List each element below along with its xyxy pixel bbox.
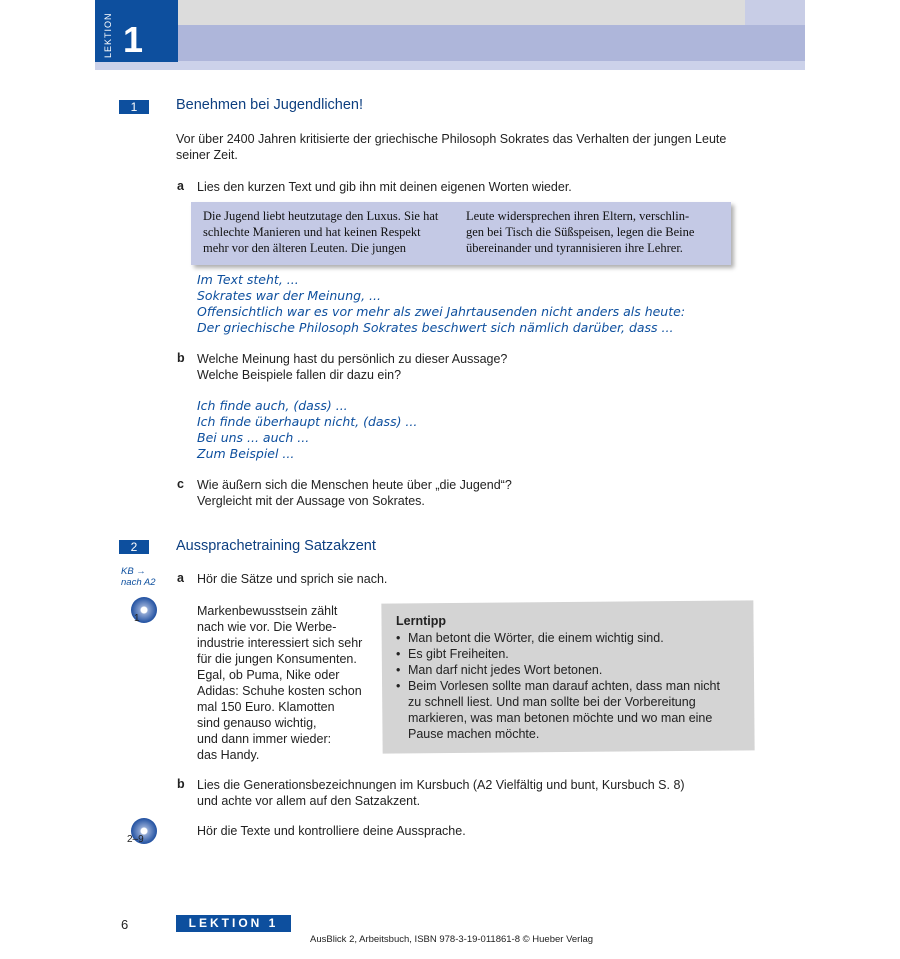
task-1c-line-2: Vergleicht mit der Aussage von Sokrates. (197, 494, 425, 508)
lerntipp-item: • Beim Vorlesen sollte man darauf achten, dass man nicht zu schnell liest. Und man sollte bei der Vorbereitung markieren, was man betonen möchte und wo man eine Pause machen möchte. (396, 678, 736, 742)
header-band-top (178, 0, 805, 25)
header-band-bottom (95, 61, 805, 70)
lektion-word: LEKTION (103, 12, 113, 58)
task-2b-letter: b (177, 777, 185, 791)
task-1c-line-1: Wie äußern sich die Menschen heute über „die Jugend“? (197, 478, 512, 492)
phrase-list-1b (197, 398, 417, 462)
task-1b-line-1: Welche Meinung hast du persönlich zu dieser Aussage? (197, 352, 508, 366)
phrase-1a-4: Der griechische Philosoph Sokrates beschwert sich nämlich darüber, dass ... (197, 320, 674, 335)
lerntipp-item: • Man betont die Wörter, die einem wichtig sind. (396, 630, 736, 646)
footer-isbn: AusBlick 2, Arbeitsbuch, ISBN 978-3-19-011861-8 © Hueber Verlag (310, 934, 594, 945)
listening-line-9: und dann immer wieder: (197, 732, 332, 746)
quote-right-column (466, 208, 694, 256)
section-2-number: 2 (119, 540, 149, 554)
header-band-middle (178, 25, 805, 61)
phrase-1b-3: Bei uns ... auch ... (197, 430, 310, 445)
task-1b-line-2: Welche Beispiele fallen dir dazu ein? (197, 368, 402, 382)
task-2a-letter: a (177, 571, 184, 585)
listening-line-5: Egal, ob Puma, Nike oder (197, 668, 340, 682)
task-2b-line-2: und achte vor allem auf den Satzakzent. (197, 794, 421, 808)
phrase-1a-3: Offensichtlich war es vor mehr als zwei Jahrtausenden nicht anders als heute: (197, 304, 686, 319)
listening-line-3: industrie interessiert sich sehr (197, 636, 363, 650)
lerntipp-title: Lerntipp (396, 614, 446, 628)
task-2a-text: Hör die Sätze und sprich sie nach. (197, 572, 388, 586)
task-1a-text: Lies den kurzen Text und gib ihn mit deinen eigenen Worten wieder. (197, 180, 572, 194)
lektion-number: 1 (123, 19, 144, 60)
phrase-1b-4: Zum Beispiel ... (197, 446, 295, 461)
lerntipp-list (396, 630, 736, 742)
task-2b-listening: Hör die Texte und kontrolliere deine Aussprache. (197, 824, 466, 838)
section-1-intro-line-2: seiner Zeit. (176, 148, 238, 162)
section-1-title: Benehmen bei Jugendlichen! (176, 97, 364, 113)
listening-line-4: für die jungen Konsumenten. (197, 652, 357, 666)
kursbuch-reference-line-2: nach A2 (121, 577, 156, 588)
quote-left-line-3: mehr vor den älteren Leuten. Die jungen (203, 241, 407, 255)
phrase-1a-1: Im Text steht, ... (197, 272, 299, 287)
phrase-1b-1: Ich finde auch, (dass) ... (197, 398, 348, 413)
lerntipp-item: • Es gibt Freiheiten. (396, 646, 736, 662)
footer-lektion-tab: LEKTION 1 (176, 915, 291, 932)
kursbuch-reference-line-1: KB → (121, 566, 146, 577)
listening-line-1: Markenbewusstsein zählt (197, 604, 338, 618)
phrase-1b-2: Ich finde überhaupt nicht, (dass) ... (197, 414, 418, 429)
section-1-number: 1 (119, 100, 149, 114)
phrase-list-1a (197, 272, 685, 336)
quote-left-line-2: schlechte Manieren und hat keinen Respekt (203, 225, 421, 239)
page-number: 6 (121, 917, 129, 932)
listening-line-6: Adidas: Schuhe kosten schon (197, 684, 362, 698)
kursbuch-reference (121, 566, 156, 588)
quote-right-line-1: Leute widersprechen ihren Eltern, verschlin- (466, 209, 690, 223)
quote-right-line-3: übereinander und tyrannisieren ihre Lehrer. (466, 241, 683, 255)
cd-track-number: 1 (134, 613, 140, 624)
task-1c-letter: c (177, 477, 184, 491)
listening-text (197, 603, 362, 763)
quote-left-line-1: Die Jugend liebt heutzutage den Luxus. Sie hat (203, 209, 439, 223)
phrase-1a-2: Sokrates war der Meinung, ... (197, 288, 381, 303)
listening-line-10: das Handy. (197, 748, 260, 762)
listening-line-8: sind genauso wichtig, (197, 716, 317, 730)
lerntipp-item: • Man darf nicht jedes Wort betonen. (396, 662, 736, 678)
task-1b-letter: b (177, 351, 185, 365)
listening-line-7: mal 150 Euro. Klamotten (197, 700, 335, 714)
quote-left-column (203, 208, 438, 256)
task-2b-line-1: Lies die Generationsbezeichnungen im Kursbuch (A2 Vielfältig und bunt, Kursbuch S. 8) (197, 778, 685, 792)
quote-right-line-2: gen bei Tisch die Süßspeisen, legen die Beine (466, 225, 695, 239)
listening-line-2: nach wie vor. Die Werbe- (197, 620, 337, 634)
section-1-intro-line-1: Vor über 2400 Jahren kritisierte der griechische Philosoph Sokrates das Verhalten der jungen Leute (176, 132, 727, 146)
header-band-top-accent (745, 0, 805, 25)
section-2-title: Aussprachetraining Satzakzent (176, 538, 376, 554)
task-1a-letter: a (177, 179, 184, 193)
cd-track-number: 2–9 (127, 834, 144, 845)
